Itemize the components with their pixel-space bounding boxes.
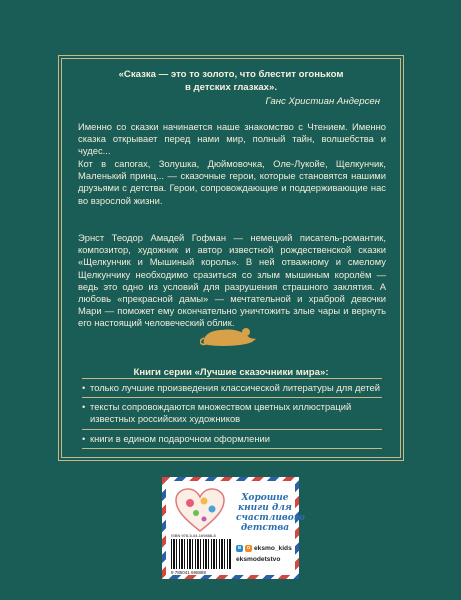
- vk-icon: в: [237, 545, 242, 551]
- paragraph-heroes: Кот в сапогах, Золушка, Дюймовочка, Оле-Лукойе, Щелкунчик, Маленький принц... — сказочные герои, которые становятся нашими друзьями с детства. Герои, сопровождающие и поддерживающие нас во взрослой жизни.: [78, 158, 386, 206]
- epigraph-quote: [70, 68, 392, 94]
- quote-line-1: «Сказка — это то золото, что блестит огоньком: [118, 69, 344, 80]
- social-handle: eksmo_kids: [254, 545, 292, 552]
- ok-icon: о: [246, 545, 251, 551]
- paragraph-hoffmann: Эрнст Теодор Амадей Гофман — немецкий писатель-романтик, композитор, художник и автор известной рождественской сказки «Щелкунчик и Мышиный король». В ней отважному и смелому Щелкунчику необходимо сразиться со злым мышиным королём — ведь это одно из условий для разрушения страшного заклятия. А любовь «прекрасной дамы» — мечтательной и храброй девочки Мари — поможет ему окончательно уничтожить злые чары и вернуть его настоящий человеческий облик.: [78, 232, 386, 329]
- barcode: [171, 539, 231, 569]
- list-item: • тексты сопровождаются множеством цветных иллюстраций известных российских художников: [82, 397, 382, 428]
- quote-author: Ганс Христиан Андерсен: [265, 96, 380, 107]
- barcode-number: 9 785041 698888: [171, 570, 207, 575]
- sticker-slogan: Хорошие книги для счастливого детства: [236, 493, 305, 533]
- series-bullet-list: [82, 378, 382, 449]
- publisher-sticker: [162, 477, 305, 579]
- heart-logo-icon: [174, 487, 226, 533]
- paragraph-intro: Именно со сказки начинается наше знакомство с Чтением. Именно сказка открывает перед нами мир, полный тайн, волшебства и чудес...: [78, 121, 386, 157]
- site-name: eksmodetstvo: [236, 556, 281, 563]
- list-item: • только лучшие произведения классической литературы для детей: [82, 378, 382, 397]
- social-links: [236, 543, 296, 565]
- isbn-text: ISBN 978-5-04-169888-8: [171, 533, 216, 538]
- list-item: • книги в едином подарочном оформлении: [82, 429, 382, 449]
- sticker-body: [166, 481, 305, 575]
- quote-line-2: в детских глазках».: [184, 82, 278, 93]
- series-title: Книги серии «Лучшие сказочники мира»:: [133, 367, 329, 378]
- mouse-icon: [200, 322, 262, 348]
